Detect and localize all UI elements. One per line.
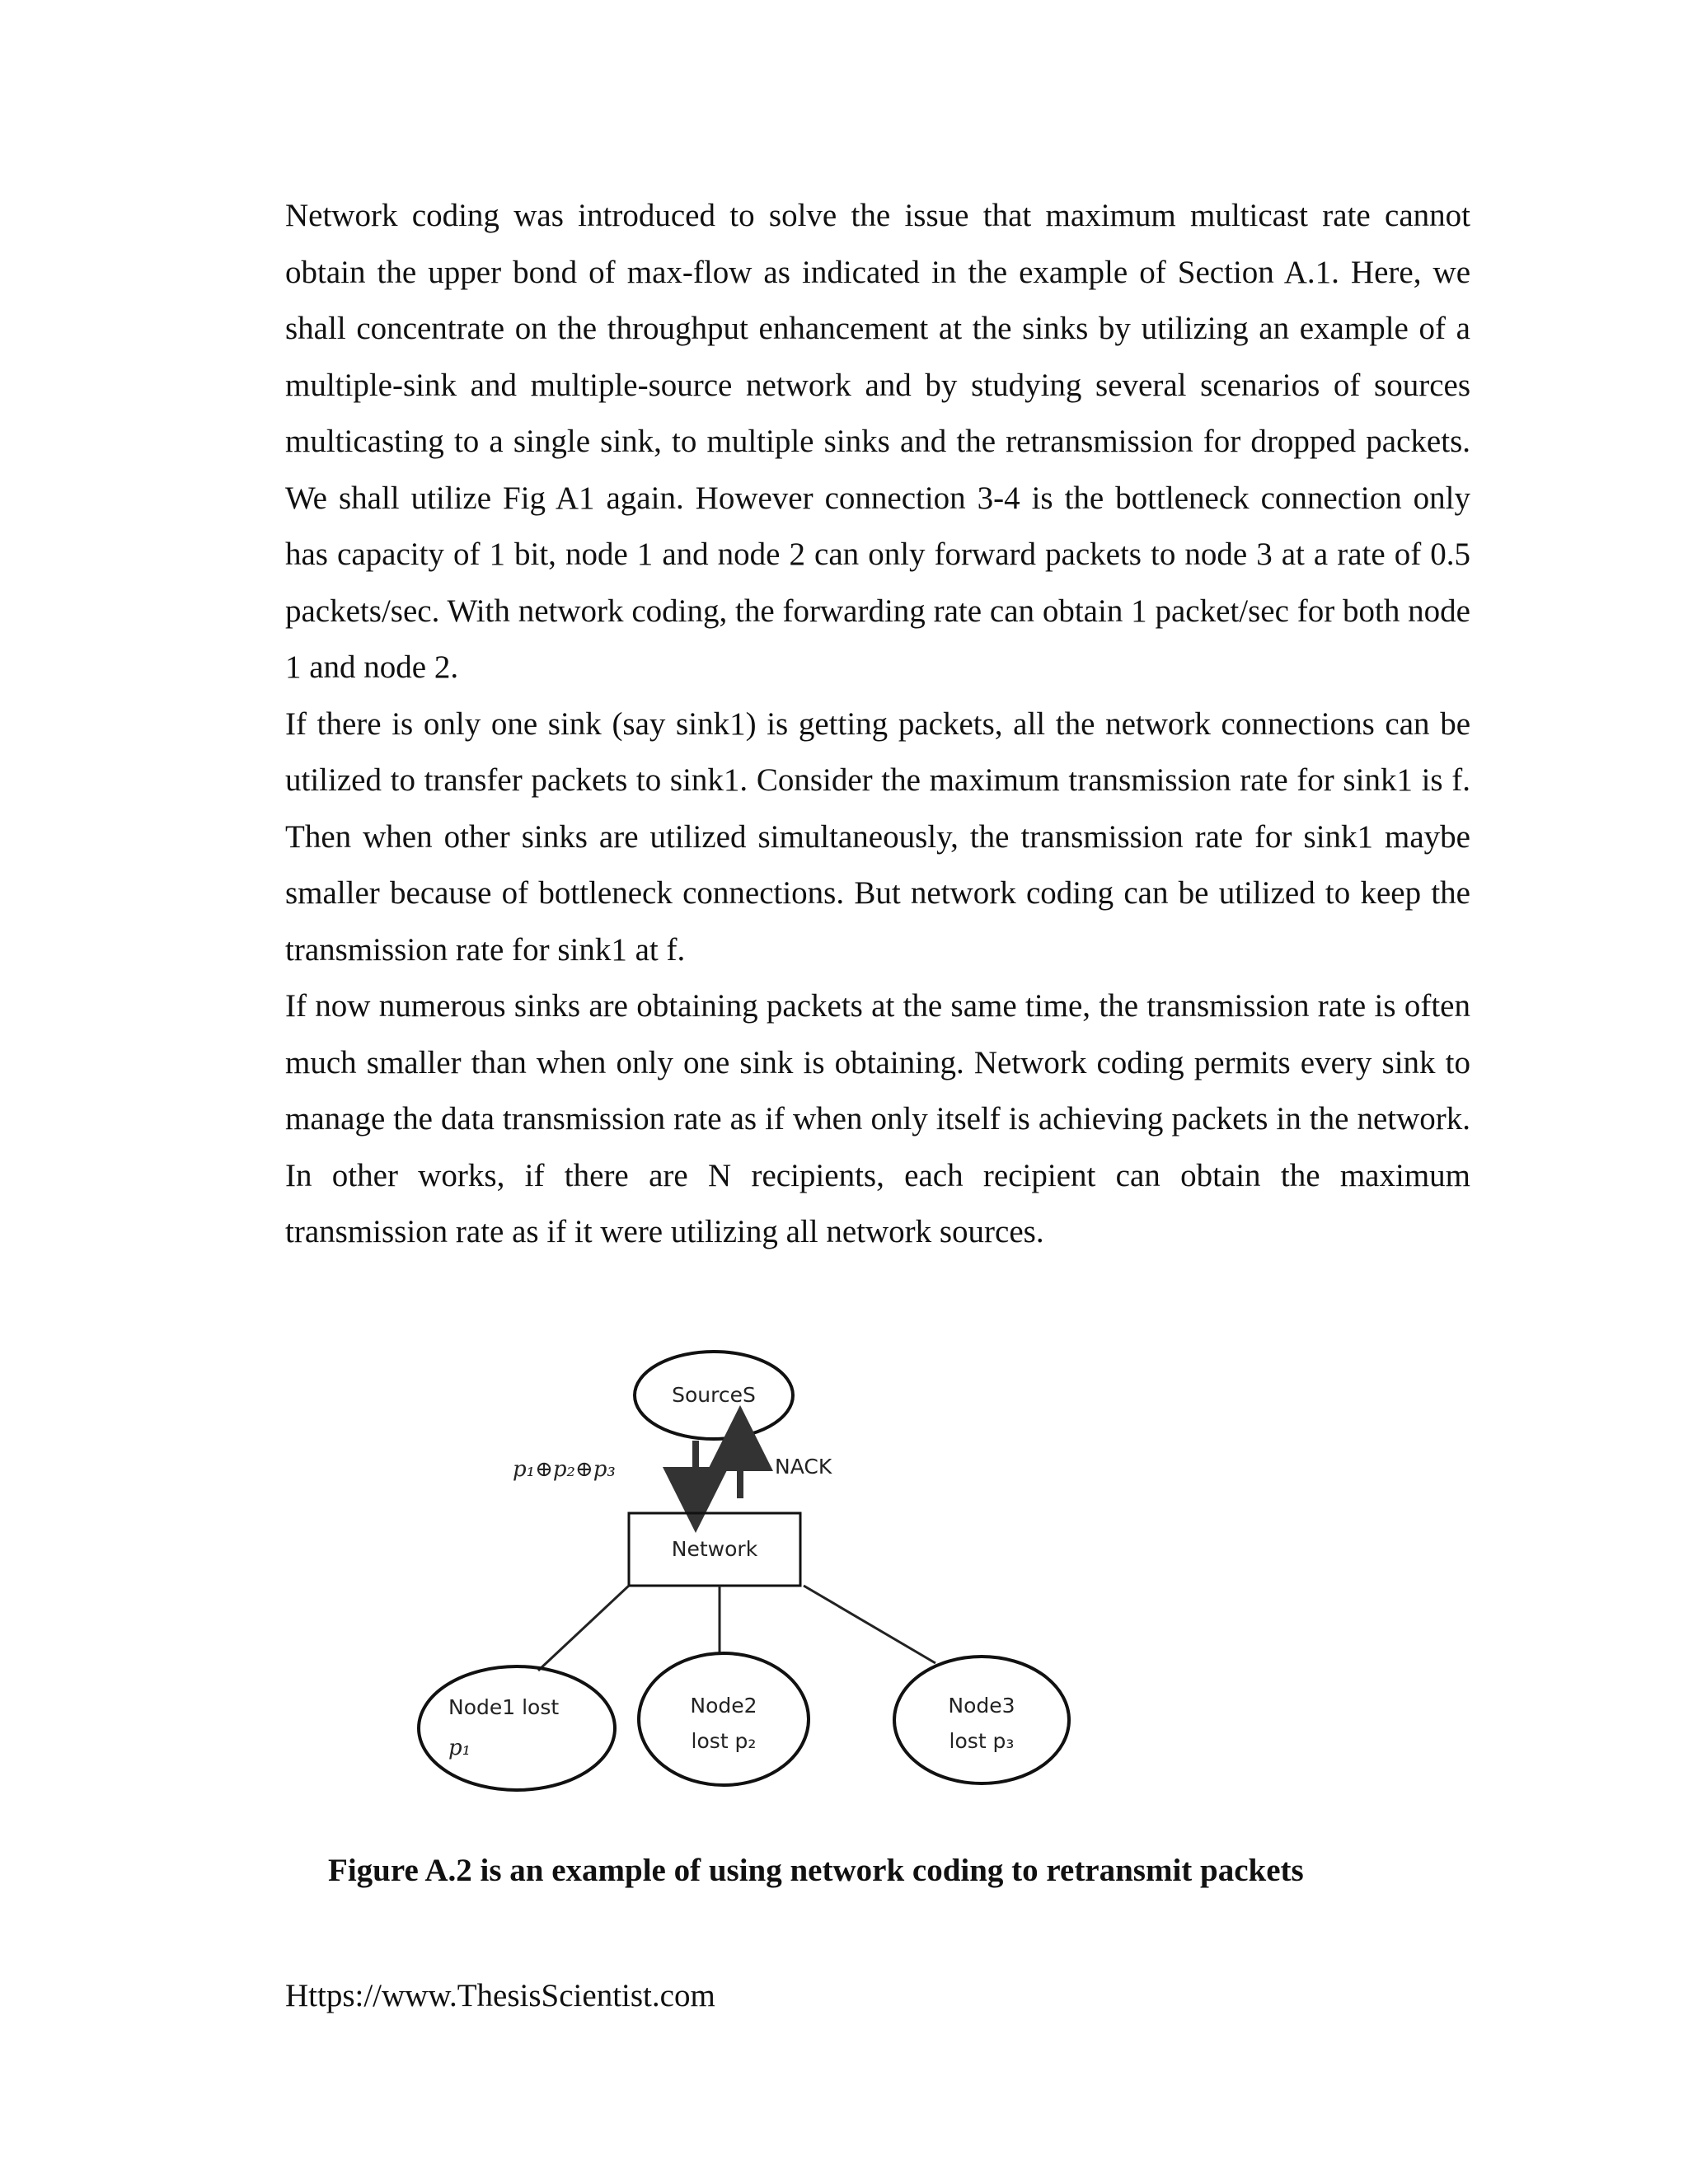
link-network-node3 [804,1586,935,1663]
body-text [285,188,1470,1261]
node1-label-line1: Node1 lost [448,1695,560,1719]
figure-caption: Figure A.2 is an example of using network coding to retransmit packets [328,1853,1304,1888]
network-coding-diagram [330,1323,1113,1817]
source-label: SourceS [672,1383,756,1407]
node1 [419,1666,615,1790]
footer-url: Https://www.ThesisScientist.com [285,1978,715,2013]
network-label: Network [671,1537,758,1561]
nack-label: NACK [775,1455,832,1479]
paragraph-single-sink: If there is only one sink (say sink1) is getting packets, all the network connections can be utilized to transfer packets to sink1. Consider the maximum transmission rate for sink1 is f. Then when other sinks are utilized simultaneously, the transmission rate for sink1 maybe smaller because of bottleneck connections. But network coding can be utilized to keep the transmission rate for sink1 at f. [285,705,1470,968]
node3 [894,1657,1069,1783]
node2 [639,1653,809,1785]
node3-label-line1: Node3 [948,1694,1015,1718]
node3-label-line2: lost p₃ [949,1729,1015,1753]
coded-packet-label: p₁⊕p₂⊕p₃ [513,1457,616,1482]
node2-label-line1: Node2 [690,1694,757,1718]
network-coding-figure [330,1323,1113,1817]
link-network-node1 [538,1586,629,1671]
node1-label-line2: p₁ [448,1736,471,1760]
node2-label-line2: lost p₂ [691,1729,757,1753]
paragraph-multiple-sinks: If now numerous sinks are obtaining packets at the same time, the transmission rate is often much smaller than when only one sink is obtaining. Network coding permits every sink to manage the data transmission rate as if when only itself is achieving packets in the network. In other works, if there are N recipients, each recipient can obtain the maximum transmission rate as if it were utilizing all network sources. [285,988,1470,1249]
paragraph-network-coding-intro: Network coding was introduced to solve the issue that maximum multicast rate cannot obtain the upper bond of max-flow as indicated in the example of Section A.1. Here, we shall concentrate on the throughput enhancement at the sinks by utilizing an example of a multiple-sink and multiple-source network and by studying several scenarios of sources multicasting to a single sink, to multiple sinks and the retransmission for dropped packets. We shall utilize Fig A1 again. However connection 3-4 is the bottleneck connection only has capacity of 1 bit, node 1 and node 2 can only forward packets to node 3 at a rate of 0.5 packets/sec. With network coding, the forwarding rate can obtain 1 packet/sec for both node 1 and node 2. [285,198,1470,685]
